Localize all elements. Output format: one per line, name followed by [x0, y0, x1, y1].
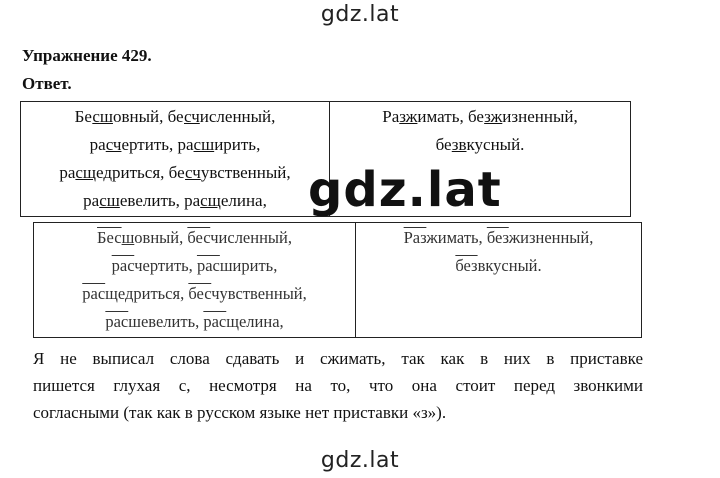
exercise-title: Упражнение 429. [22, 46, 152, 65]
word-line [38, 308, 351, 336]
word-text: исленный, [199, 107, 276, 126]
paragraph-line: Я не выписал слова сдавать и сжимать, так как в них в приставке [33, 349, 643, 368]
prefix-marked: бес [187, 228, 211, 247]
watermark-middle: gdz.lat [308, 162, 502, 218]
table-cell-prefixes-s [34, 223, 356, 338]
marked-letters: зв [451, 135, 467, 154]
word-text: Ра [382, 107, 400, 126]
paragraph-line: согласными (так как в русском языке нет приставки «з»). [33, 403, 447, 422]
prefix-marked: рас [111, 256, 135, 275]
prefix-marked: Бес [97, 228, 122, 247]
marked-letters: сч [105, 135, 122, 154]
word-text: кусный. [466, 135, 525, 154]
word-text: увственный, [200, 163, 291, 182]
word-text: щелина, [226, 312, 284, 331]
word-line [38, 280, 351, 308]
marked-letters: сч [184, 107, 200, 126]
marked-letters: сч [185, 163, 201, 182]
word-text: Бе [74, 107, 93, 126]
word-text: щедриться, [105, 284, 189, 303]
marked-letters: сш [99, 191, 120, 210]
word-text: едриться, бе [96, 163, 186, 182]
word-text: ра [83, 191, 100, 210]
word-text: бе [435, 135, 452, 154]
word-text: евелить, ра [119, 191, 201, 210]
word-text: чертить, [134, 256, 197, 275]
prefix-marked: Раз [403, 228, 427, 247]
word-line [38, 252, 351, 280]
word-text: ертить, ра [121, 135, 194, 154]
word-text: ра [89, 135, 106, 154]
word-line [360, 224, 637, 252]
prefix-marked: рас [203, 312, 227, 331]
explanation-paragraph [33, 345, 643, 426]
word-line [25, 159, 325, 187]
word-text: овный, [134, 228, 188, 247]
word-line [25, 131, 325, 159]
word-text: ирить, [214, 135, 261, 154]
prefix-marked: рас [82, 284, 106, 303]
prefix-marked: без [486, 228, 509, 247]
table-cell-prefixes-s [21, 102, 330, 217]
word-text: ра [59, 163, 76, 182]
marked-letters: сщ [200, 191, 221, 210]
word-text: овный, бе [112, 107, 184, 126]
marked-letters: сш [92, 107, 113, 126]
word-text: елина, [220, 191, 267, 210]
marked-letters: зж [399, 107, 418, 126]
word-text: жимать, [426, 228, 487, 247]
prefix-marked: рас [105, 312, 129, 331]
word-line [334, 131, 626, 159]
prefix-marked: без [455, 256, 478, 275]
prefix-marked: бес [188, 284, 212, 303]
answer-label: Ответ. [22, 74, 72, 93]
word-line [360, 252, 637, 280]
word-line [38, 224, 351, 252]
word-line [334, 103, 626, 131]
word-text: имать, бе [417, 107, 485, 126]
word-text: изненный, [502, 107, 578, 126]
word-line [25, 187, 325, 215]
marked-letters: сш [193, 135, 215, 154]
word-text: вкусный. [477, 256, 542, 275]
table-cell-prefixes-z [356, 223, 642, 338]
marked-letters: сщ [75, 163, 97, 182]
prefix-marked: рас [196, 256, 220, 275]
answer-table-printed [33, 222, 642, 338]
marked-letters: зж [484, 107, 503, 126]
paragraph-line: пишется глухая с, несмотря на то, что она стоит перед звонкими [33, 376, 643, 395]
watermark-top: gdz.lat [320, 2, 400, 27]
word-text: ширить, [219, 256, 278, 275]
word-line [25, 103, 325, 131]
word-text: численный, [210, 228, 292, 247]
word-text: чувственный, [211, 284, 307, 303]
marked-letters: ш [121, 228, 135, 247]
word-text: жизненный, [508, 228, 594, 247]
word-text: шевелить, [128, 312, 204, 331]
watermark-bottom: gdz.lat [320, 448, 400, 473]
